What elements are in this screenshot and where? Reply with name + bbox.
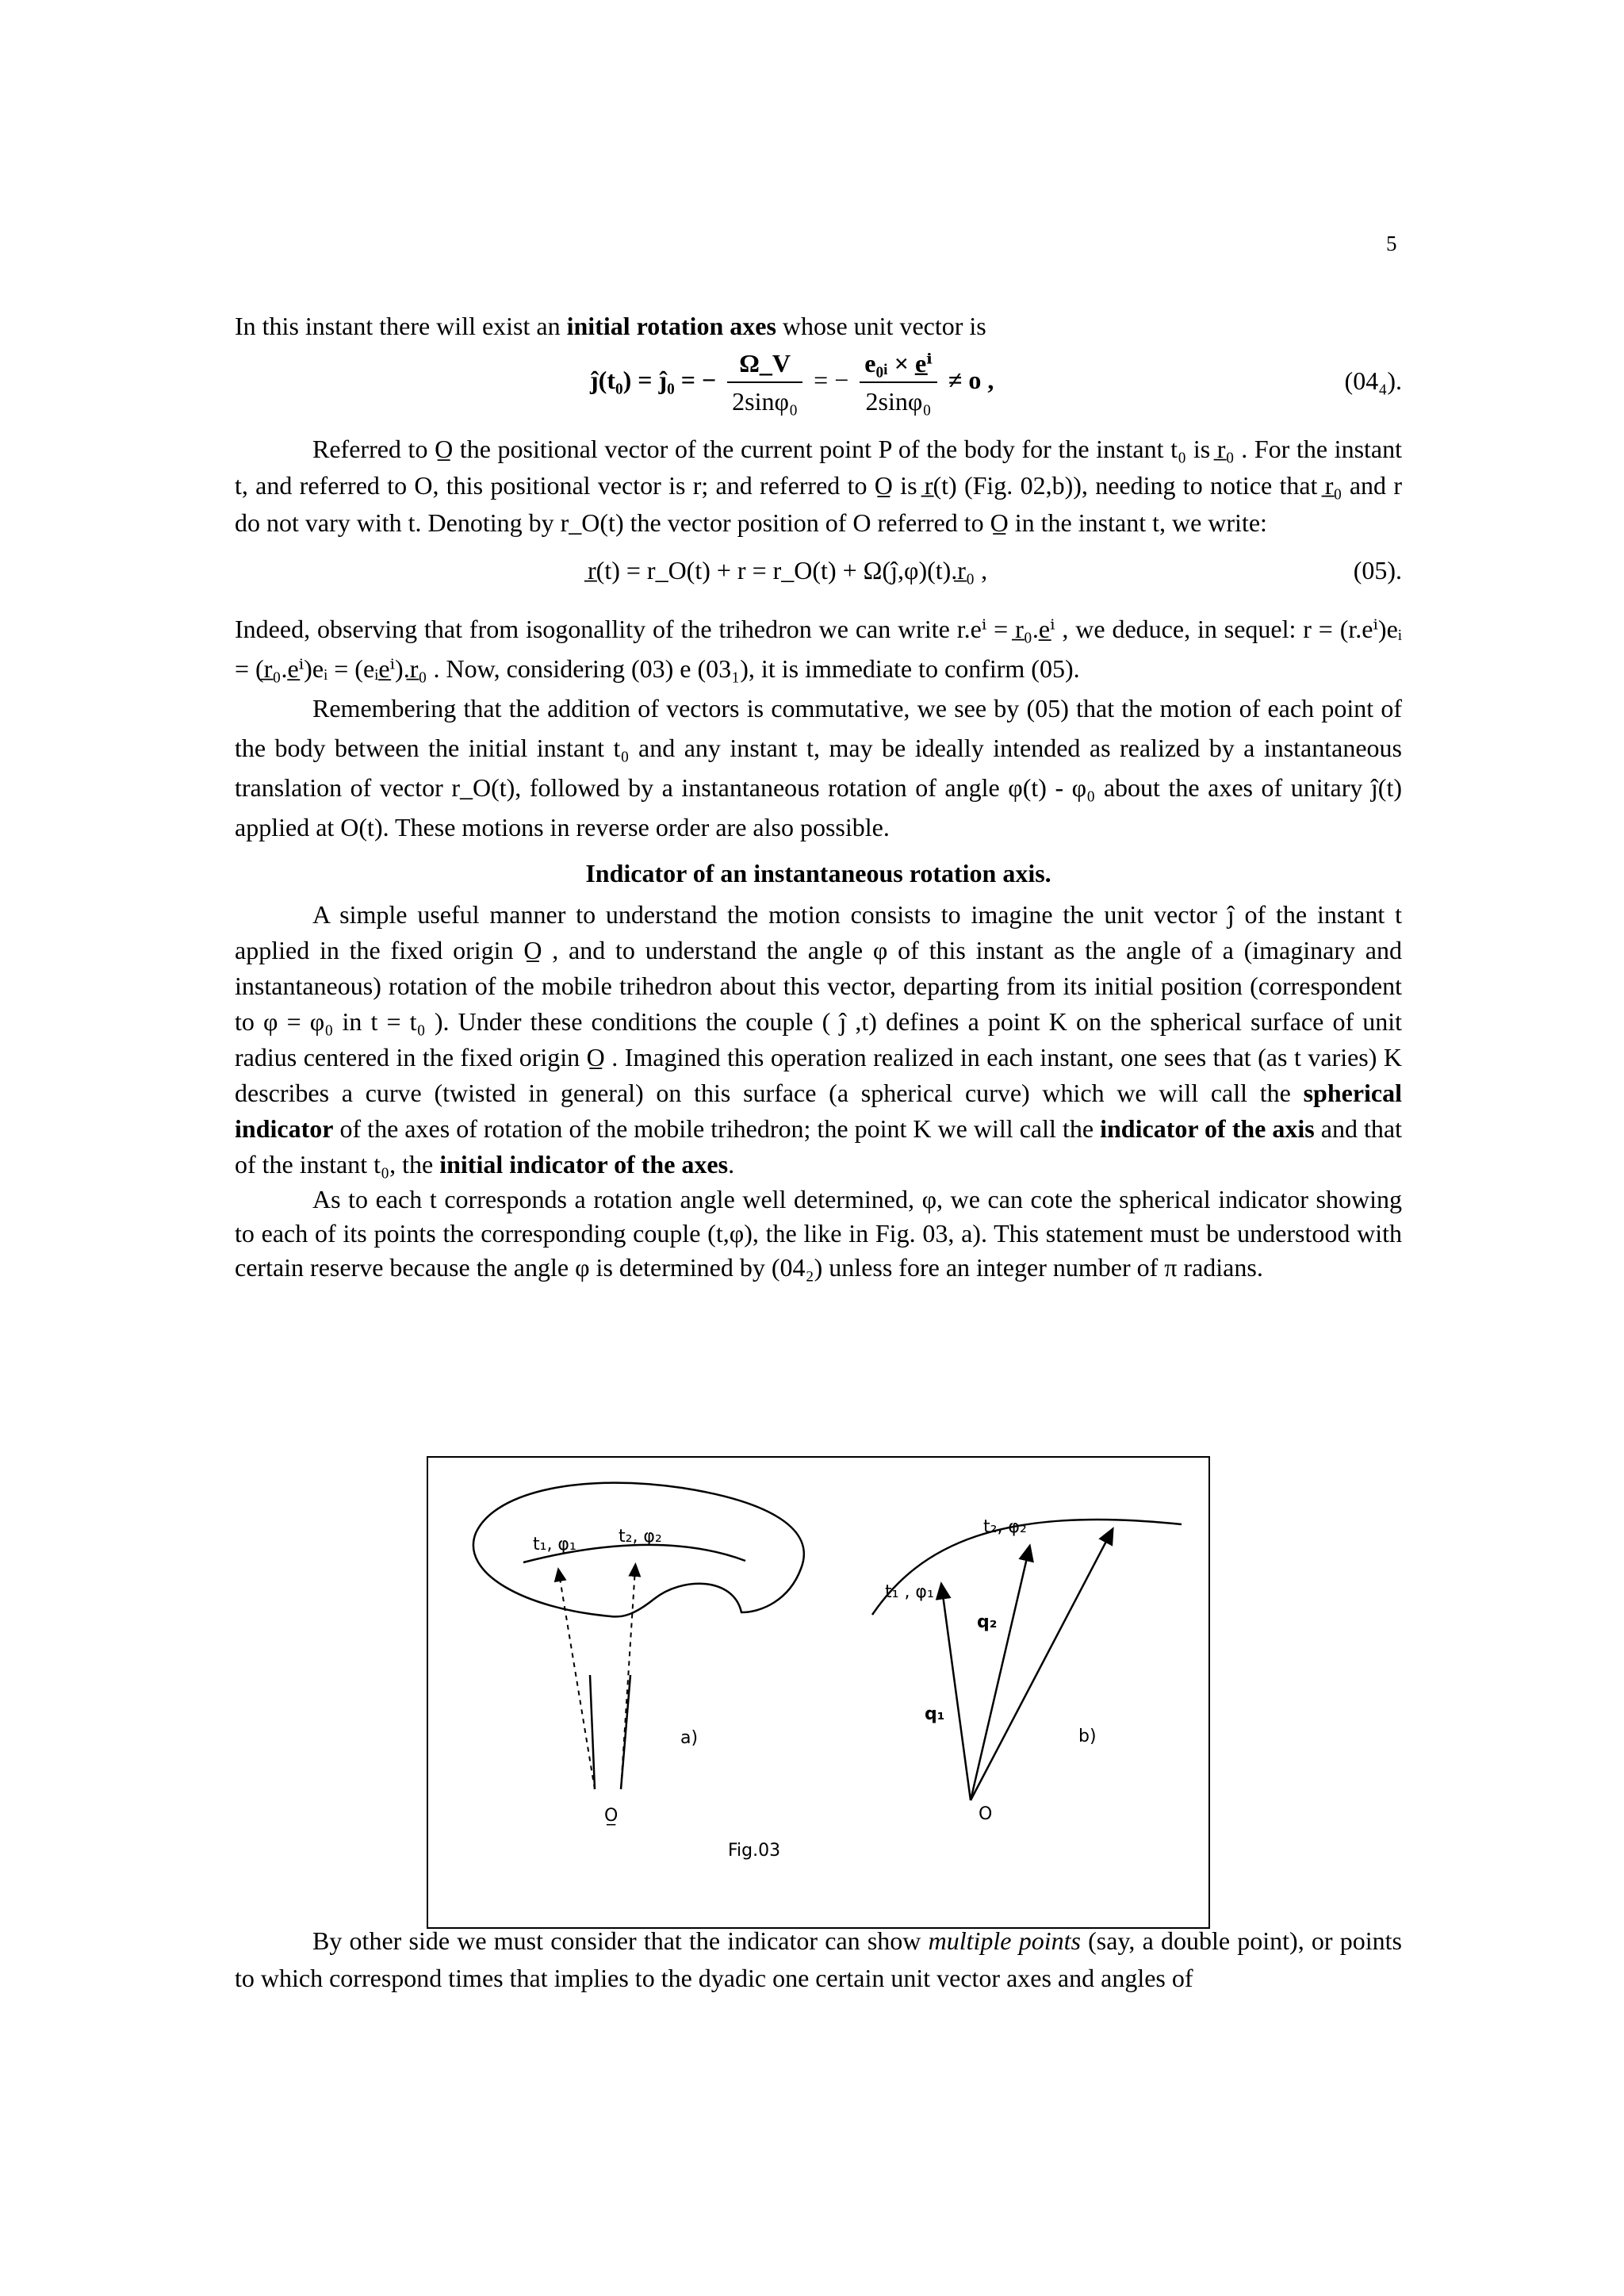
panel-a	[473, 1483, 804, 1826]
paragraph-4: Remembering that the addition of vectors is commutative, we see by (05) that the motion of each point of the body between the initial instant t₀ and any instant t, may be ideally intended as realized by a instantaneous translation of vector r_O(t), followed by a instantaneous rotation of angle φ(t) - φ₀ about the axes of unitary ĵ(t) applied at O(t). These motions in reverse order are also possible.	[235, 694, 1402, 841]
caption-b: b)	[1078, 1727, 1097, 1746]
paragraph-3: Indeed, observing that from isogonallity of the trihedron we can write r.eⁱ = r̲₀.e̲ⁱ , we deduce, in sequel: r = (r.eⁱ)eᵢ = (r̲₀.e̲ⁱ)eᵢ = (eᵢe̲ⁱ).r̲₀ . Now, considering (03) e (03₁), it is immediate to confirm (05).	[235, 615, 1402, 683]
figure-03	[427, 1456, 1210, 1929]
equation-number: (05).	[1353, 556, 1402, 585]
label-q2: q₂	[977, 1612, 998, 1632]
paragraph-5: A simple useful manner to understand the motion consists to imagine the unit vector ĵ of the instant t applied in the fixed origin O̲ , and to understand the angle φ of this instant as the angle of a (imaginary and instantaneous) rotation of the mobile trihedron about this vector, departing from its initial position (correspondent to φ = φ₀ in t = t₀ ). Under these conditions the couple ( ĵ ,t) defines a point K on the spherical surface of unit radius centered in the fixed origin O̲ . Imagined this operation realized in each instant, one sees that (as t varies) K describes a curve (twisted in general) on this surface (a spherical curve) which we will call the spherical indicator of the axes of rotation of the mobile trihedron; the point K we will call the indicator of the axis and that of the instant t₀, the initial indicator of the axes.	[235, 899, 1403, 1179]
body-text	[235, 308, 1402, 1285]
figure-caption: Fig.03	[728, 1841, 781, 1861]
paragraph-1: In this instant there will exist an initial rotation axes whose unit vector is	[235, 312, 986, 340]
caption-a: a)	[680, 1728, 699, 1748]
paragraph-7: By other side we must consider that the indicator can show multiple points (say, a double point), or points to which correspond times that implies to the dyadic one certain unit vector axes and angles of	[235, 1926, 1402, 1992]
figure-03-drawing	[428, 1458, 1208, 1927]
bold-term: initial rotation axes	[566, 312, 776, 340]
label-b-t1-phi1: t₁ , φ₁	[885, 1582, 934, 1602]
equation-number: (04₄).	[1344, 366, 1402, 395]
cone-line-right	[621, 1675, 630, 1789]
sphere-contour	[473, 1483, 804, 1617]
paragraph-2: Referred to O̲ the positional vector of the current point P of the body for the instant t₀ is r̲₀ . For the instant t, and referred to O, this positional vector is r; and referred to O̲ is r̲(t) (Fig. 02,b)), needing to notice that r̲₀ and r do not vary with t. Denoting by r_O(t) the vector position of O referred to O̲ in the instant t, we write:	[235, 434, 1402, 537]
cone-line-left	[590, 1675, 595, 1789]
panel-b	[872, 1517, 1182, 1824]
vector-q1	[942, 1589, 971, 1800]
bottom-text	[235, 1922, 1402, 1996]
label-q1: q₁	[925, 1704, 945, 1724]
origin-label-b: O	[979, 1804, 993, 1824]
vector-q2	[971, 1551, 1028, 1800]
label-t1-phi1: t₁, φ₁	[533, 1535, 576, 1554]
fraction: $\frac{\text{e₀ᵢ × e̲ⁱ}}{\text{2sinφ₀}}$	[860, 345, 937, 420]
label-b-t2-phi2: t₂, φ₂	[983, 1517, 1027, 1537]
vector-q3	[971, 1534, 1110, 1800]
equation-05: r̲(t) = r_O(t) + r = r_O(t) + Ω(ĵ,φ)(t).r̲₀ , (05).	[235, 546, 1402, 604]
label-t2-phi2: t₂, φ₂	[619, 1527, 662, 1547]
fraction: $\frac{\Omega\_V}{\text{2sinφ₀}}$	[727, 345, 802, 420]
equation-04-4: ĵ(t₀) = ĵ₀ = − $\frac{\Omega\_V}{\text{2sinφ₀}}$ = − $\frac{\text{e₀ᵢ × e̲ⁱ}}{\text{2sinφ₀}}$ ≠ o , (04₄).	[235, 345, 1402, 431]
section-heading: Indicator of an instantaneous rotation axis.	[585, 859, 1051, 887]
page-number: 5	[1386, 232, 1397, 255]
origin-label-a: O̲	[604, 1806, 619, 1826]
paragraph-6: As to each t corresponds a rotation angle well determined, φ, we can cote the spherical indicator showing to each of its points the corresponding couple (t,φ), the like in Fig. 03, a). This statement must be understood with certain reserve because the angle φ is determined by (04₂) unless fore an integer number of π radians.	[235, 1184, 1402, 1282]
